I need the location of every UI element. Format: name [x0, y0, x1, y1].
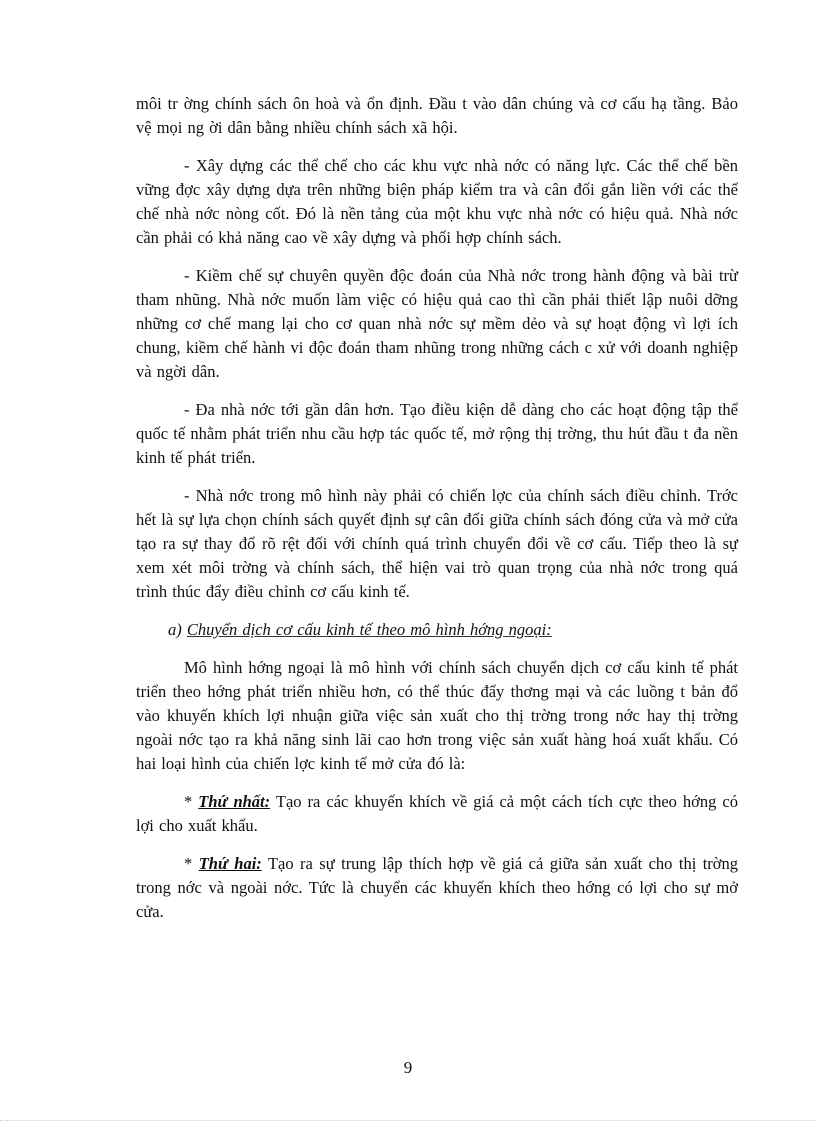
document-page — [136, 92, 738, 938]
heading-text: Chuyển dịch cơ cấu kinh tế theo mô hình hớng ngoại: — [186, 620, 552, 639]
paragraph-outward-model: Mô hình hớng ngoại là mô hình với chính sách chuyển dịch cơ cấu kinh tế phát triển theo hớng phát triển nhiều hơn, có thể thúc đẩy thơng mại và các luồng t bản đổ vào khuyến khích lợi nhuận giữa việc sản xuất cho thị trờng trong nớc hay thị trờng ngoài nớc tạo ra khả năng sinh lãi cao hơn trong việc sản xuất hàng hoá xuất khẩu. Có hai loại hình của chiến lợc kinh tế mở cửa đó là: — [136, 658, 738, 773]
item-text: Tạo ra các khuyến khích về giá cả một cách tích cực theo hớng có lợi cho xuất khẩu. — [136, 792, 739, 835]
bullet: * — [184, 854, 193, 873]
item-text: Tạo ra sự trung lập thích hợp về giá cả giữa sản xuất cho thị trờng trong nớc và ngoài nớc. Tức là chuyển các khuyến khích theo hớng có lợi cho sự mở cửa. — [136, 854, 739, 921]
paragraph-strategy: - Nhà nớc trong mô hình này phải có chiến lợc của chính sách điều chỉnh. Trớc hết là sự lựa chọn chính sách quyết định sự cân đối giữa chính sách đóng cửa và mở cửa tạo ra sự thay đổ rõ rệt đối với chính quá trình chuyển đổi về cơ cấu. Tiếp theo là sự xem xét môi trờng và chính sách, thể hiện vai trò quan trọng của nhà nớc trong quá trình thúc đẩy điều chỉnh cơ cấu kinh tế. — [136, 486, 738, 601]
heading-marker: a) — [168, 620, 182, 639]
paragraph-continuation: môi tr ờng chính sách ôn hoà và ổn định. Đầu t vào dân chúng và cơ cấu hạ tầng. Bảo vệ mọi ng ời dân bằng nhiều chính sách xã hội. — [136, 94, 738, 137]
list-item-second — [136, 852, 738, 924]
bullet: * — [184, 792, 193, 811]
paragraph-state-closer: - Đa nhà nớc tới gần dân hơn. Tạo điều kiện dễ dàng cho các hoạt động tập thể quốc tế nhằm phát triển nhu cầu hợp tác quốc tế, mở rộng thị trờng, thu hút đầu t đa nền kinh tế phát triển. — [136, 400, 738, 467]
page-number: 9 — [403, 1058, 413, 1077]
page-bottom-divider — [0, 1120, 816, 1121]
list-item-first — [136, 790, 738, 838]
item-label: Thứ nhất: — [198, 792, 271, 811]
item-label: Thứ hai: — [198, 854, 262, 873]
section-heading — [136, 618, 738, 642]
paragraph-anti-corruption: - Kiềm chế sự chuyên quyền độc đoán của Nhà nớc trong hành động và bài trừ tham nhũng. Nhà nớc muốn làm việc có hiệu quả cao thì cần phải thiết lập nuôi dỡng những cơ chế mang lại cho cơ quan nhà nớc sự mềm dẻo và sự hoạt động vì lợi ích chung, kiềm chế hành vi độc đoán tham nhũng trong những cách c xử với doanh nghiệp và ngời dân. — [136, 266, 738, 381]
paragraph-institutions: - Xây dựng các thể chế cho các khu vực nhà nớc có năng lực. Các thể chế bền vững đợc xây dựng dựa trên những biện pháp kiểm tra và cân đối gắn liền với các thể chế nhà nớc nòng cốt. Đó là nền tảng của một khu vực nhà nớc có hiệu quả. Nhà nớc cần phải có khả năng cao về xây dựng và phối hợp chính sách. — [136, 156, 738, 247]
